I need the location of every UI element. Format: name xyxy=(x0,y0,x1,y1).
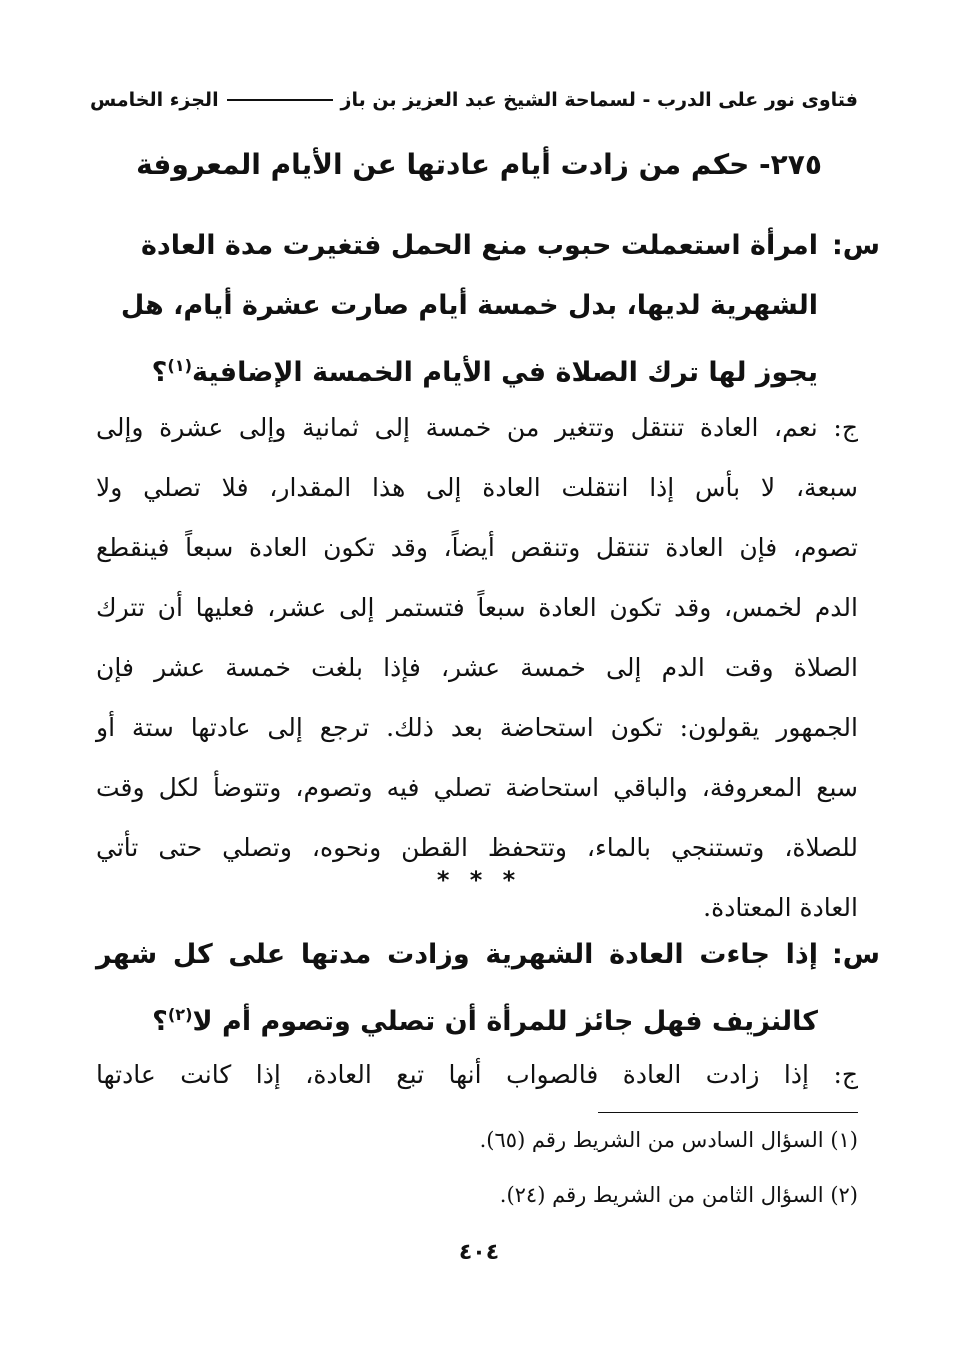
question-label: س: xyxy=(831,939,880,970)
answer-line: للصلاة، وتستنجي بالماء، وتتحفظ القطن ونحوه، وتصلي حتى تأتي xyxy=(96,833,858,862)
answer-line: الدم لخمس، وقد تكون العادة سبعاً فتستمر إلى عشر، فعليها أن تترك xyxy=(96,593,858,622)
footnote-number: (١) xyxy=(830,1128,858,1152)
header-part: الجزء الخامس xyxy=(90,89,219,111)
answer-line: الصلاة وقت الدم إلى خمسة عشر، فإذا بلغت خمسة عشر فإن xyxy=(96,653,858,682)
footnote-rule xyxy=(598,1112,858,1113)
header-rule xyxy=(227,99,333,101)
footnote xyxy=(300,1125,858,1155)
answer-line: ج: إذا زادت العادة فالصواب أنها تبع العادة، إذا كانت عادتها xyxy=(96,1060,858,1089)
footnote-text: السؤال الثامن من الشريط رقم (٢٤). xyxy=(499,1183,824,1207)
answer-line: العادة المعتادة. xyxy=(703,893,858,922)
page-number: ٤٠٤ xyxy=(458,1240,500,1265)
answer-2 xyxy=(96,1045,858,1105)
question-line: الشهرية لديها، بدل خمسة أيام صارت عشرة أيام، هل xyxy=(120,290,818,321)
question-line: يجوز لها ترك الصلاة في الأيام الخمسة الإضافية$^{(١)}$؟ xyxy=(151,356,818,388)
question-1 xyxy=(96,216,880,403)
answer-1 xyxy=(96,398,858,938)
section-separator: * * * xyxy=(436,866,522,894)
question-2 xyxy=(96,925,880,1052)
footnote-number: (٢) xyxy=(830,1183,858,1207)
footnote xyxy=(300,1180,858,1210)
answer-line: ج: نعم، العادة تنتقل وتتغير من خمسة إلى ثمانية وإلى عشرة وإلى xyxy=(96,413,858,442)
answer-label: ج: xyxy=(833,1060,858,1089)
footnote-ref: (٢) xyxy=(167,1005,193,1024)
answer-label: ج: xyxy=(833,413,858,442)
answer-line: سبعة، لا بأس إذا انتقلت العادة إلى هذا المقدار، فلا تصلي ولا xyxy=(96,473,858,502)
header-book-title: فتاوى نور على الدرب - لسماحة الشيخ عبد العزيز بن باز xyxy=(340,89,858,111)
running-header xyxy=(90,82,858,118)
answer-line: الجمهور يقولون: تكون استحاضة بعد ذلك. ترجع إلى عادتها ستة أو xyxy=(96,713,858,742)
answer-line: سبع المعروفة، والباقي استحاضة تصلي فيه وتصوم، وتتوضأ لكل وقت xyxy=(96,773,858,802)
footnote-ref: (١) xyxy=(167,356,193,375)
question-line: كالنزيف فهل جائز للمرأة أن تصلي وتصوم أم لا$^{(٢)}$؟ xyxy=(152,1005,818,1037)
question-line: امرأة استعملت حبوب منع الحمل فتغيرت مدة العادة xyxy=(140,230,818,261)
answer-line: تصوم، فإن العادة تنتقل وتنقص أيضاً، وقد تكون العادة سبعاً فينقطع xyxy=(96,533,858,562)
question-label: س: xyxy=(831,230,880,261)
question-line: إذا جاءت العادة الشهرية وزادت مدتها على كل شهر xyxy=(96,939,818,970)
footnote-text: السؤال السادس من الشريط رقم (٦٥). xyxy=(479,1128,824,1152)
section-title: ٢٧٥- حكم من زادت أيام عادتها عن الأيام المعروفة xyxy=(136,148,822,181)
